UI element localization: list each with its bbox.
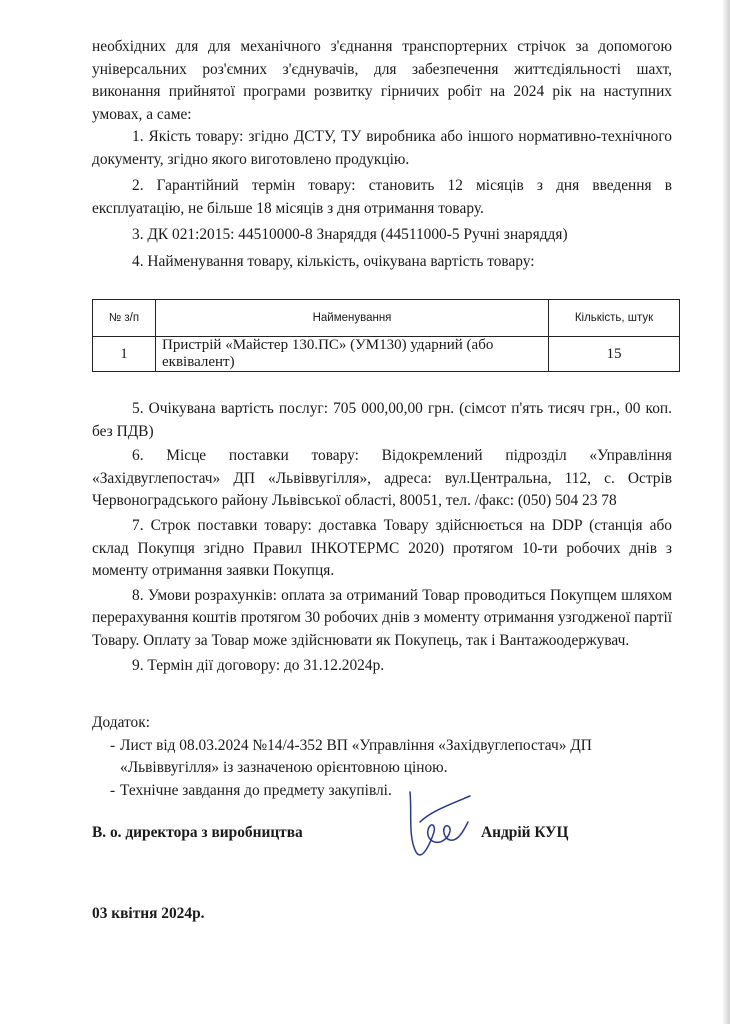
intro-paragraph [92,36,672,126]
condition-2: 2. Гарантійний термін товару: становить 12 місяців з дня введення в експлуатацію, не більше 18 місяців з дня отримання товару. [92,177,672,217]
intro-text: необхідних для для механічного з'єднання транспортерних стрічок за допомогою універсальних роз'ємних з'єднувачів, для забезпечення життєдіяльності шахт, виконання прийнятої програми розвитку гірничих робіт на 2024 рік на наступних умовах, а саме: [92,38,672,123]
condition-1: 1. Якість товару: згідно ДСТУ, ТУ виробника або іншого нормативно-технічного документу, згідно якого виготовлено продукцію. [92,128,672,168]
appendix-item-text: Технічне завдання до предмету закупівлі. [120,781,392,799]
page-edge-shadow [722,0,730,1024]
condition-7: 7. Строк поставки товару: доставка Товару здійснюється на DDP (станція або склад Покупця згідно Правил ІНКОТЕРМС 2020) протягом 10-ти робочих днів з моменту отримання заявки Покупця. [92,516,672,580]
conditions-bottom [92,398,672,677]
header-name: Найменування [156,300,549,337]
signatory-name: Андрій КУЦ [481,824,569,841]
signature-stroke [410,792,470,855]
signatory-position: В. о. директора з виробництва [92,824,303,841]
appendix-item-1 [92,735,682,780]
appendix [92,712,682,802]
condition-6: 6. Місце поставки товару: Відокремлений підрозділ «Управління «Західвуглепостач» ДП «Львіввугілля», адреса: вул.Центральна, 112, с. Острів Червоноградського району Львівської області, 80051, тел. /факс: (050) 504 23 78 [92,447,672,510]
conditions-top [92,126,672,274]
table-row [93,337,680,372]
condition-3: 3. ДК 021:2015: 44510000-8 Знаряддя (44511000-5 Ручні знаряддя) [132,226,568,244]
goods-table [92,299,680,372]
row-num: 1 [93,337,156,372]
document-date: 03 квітня 2024р. [92,905,205,922]
condition-9: 9. Термін дії договору: до 31.12.2024р. [132,656,385,674]
appendix-item-2 [92,780,682,803]
row-name: Пристрій «Майстер 130.ПС» (УМ130) ударний (або еквівалент) [156,337,549,372]
header-qty: Кількість, штук [549,300,680,337]
row-qty: 15 [549,337,680,372]
condition-5: 5. Очікувана вартість послуг: 705 000,00,00 грн. (сімсот п'ять тисяч грн., 00 коп. без ПДВ) [92,400,672,440]
handwritten-signature [390,782,480,872]
bullet-dash: - [110,781,116,799]
header-num: № з/п [93,300,156,337]
condition-8: 8. Умови розрахунків: оплата за отриманий Товар проводиться Покупцем шляхом перерахування коштів протягом 30 робочих днів з моменту отримання узгодженої партії Товару. Оплату за Товар може здійснювати як Покупець, так і Вантажоодержувач. [92,586,672,649]
table-header-row [93,300,680,337]
condition-4: 4. Найменування товару, кількість, очікувана вартість товару: [132,252,535,270]
bullet-dash: - [110,736,116,754]
appendix-item-text: Лист від 08.03.2024 №14/4-352 ВП «Управління «Західвуглепостач» ДП «Львіввугілля» із зазначеною орієнтовною ціною. [120,736,592,777]
appendix-title: Додаток: [92,714,150,731]
